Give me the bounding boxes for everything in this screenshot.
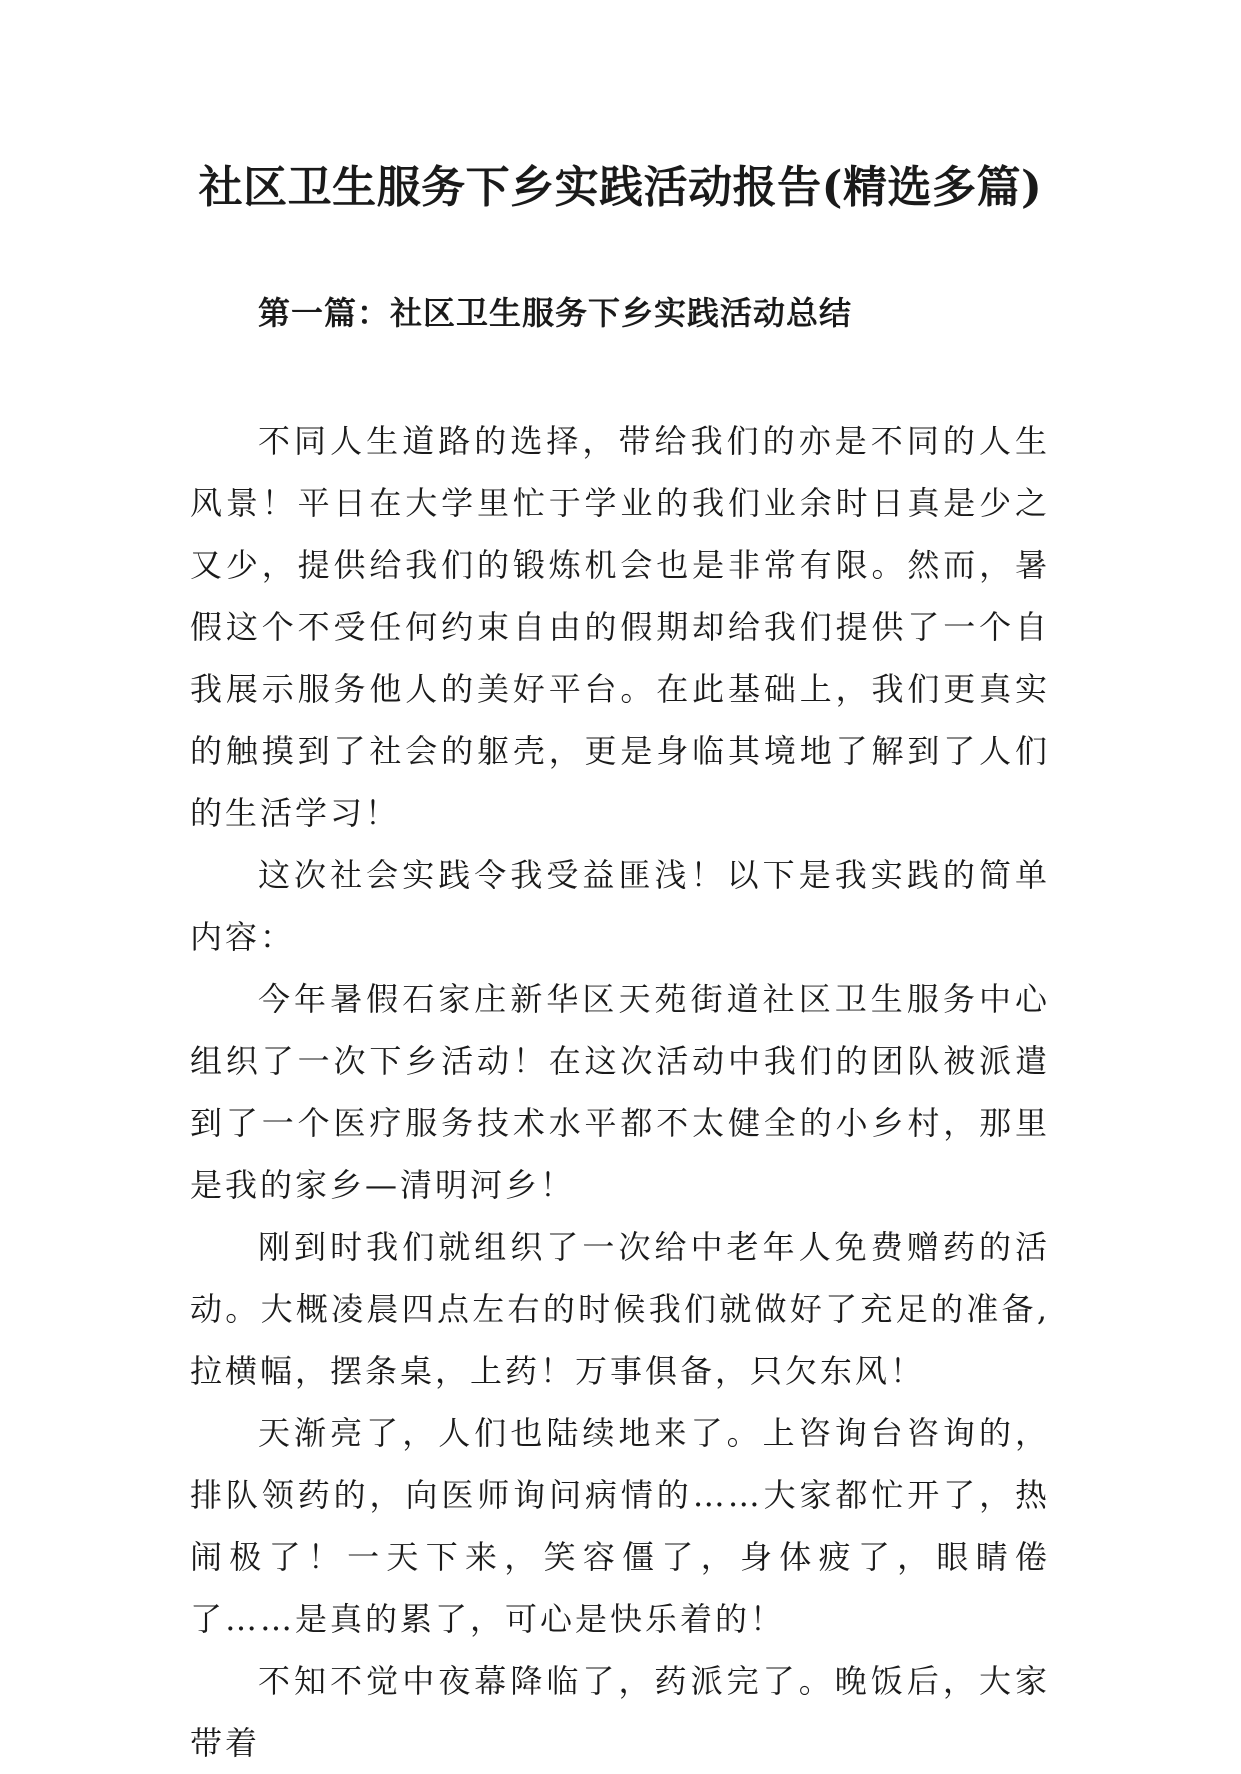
paragraph-6: 不知不觉中夜幕降临了，药派完了。晚饭后，大家带着: [190, 1662, 1050, 1762]
document-title: 社区卫生服务下乡实践活动报告(精选多篇): [198, 162, 1043, 213]
document-body: [190, 410, 1050, 1774]
paragraph-2: 这次社会实践令我受益匪浅！以下是我实践的简单内容：: [190, 856, 1050, 956]
paragraph-5: 天渐亮了，人们也陆续地来了。上咨询台咨询的，排队领药的，向医师询问病情的……大家都忙开了，热闹极了！一天下来，笑容僵了，身体疲了，眼睛倦了……是真的累了，可心是快乐着的！: [190, 1414, 1050, 1638]
paragraph-1: 不同人生道路的选择，带给我们的亦是不同的人生风景！平日在大学里忙于学业的我们业余时日真是少之又少，提供给我们的锻炼机会也是非常有限。然而，暑假这个不受任何约束自由的假期却给我们提供了一个自我展示服务他人的美好平台。在此基础上，我们更真实的触摸到了社会的躯壳，更是身临其境地了解到了人们的生活学习！: [190, 422, 1050, 832]
paragraph-3: 今年暑假石家庄新华区天苑街道社区卫生服务中心组织了一次下乡活动！在这次活动中我们的团队被派遣到了一个医疗服务技术水平都不太健全的小乡村，那里是我的家乡—清明河乡！: [190, 980, 1050, 1204]
section-heading: 第一篇：社区卫生服务下乡实践活动总结: [258, 294, 853, 332]
paragraph-4: 刚到时我们就组织了一次给中老年人免费赠药的活动。大概凌晨四点左右的时候我们就做好了充足的准备,拉横幅，摆条桌，上药！万事俱备，只欠东风！: [190, 1228, 1050, 1390]
